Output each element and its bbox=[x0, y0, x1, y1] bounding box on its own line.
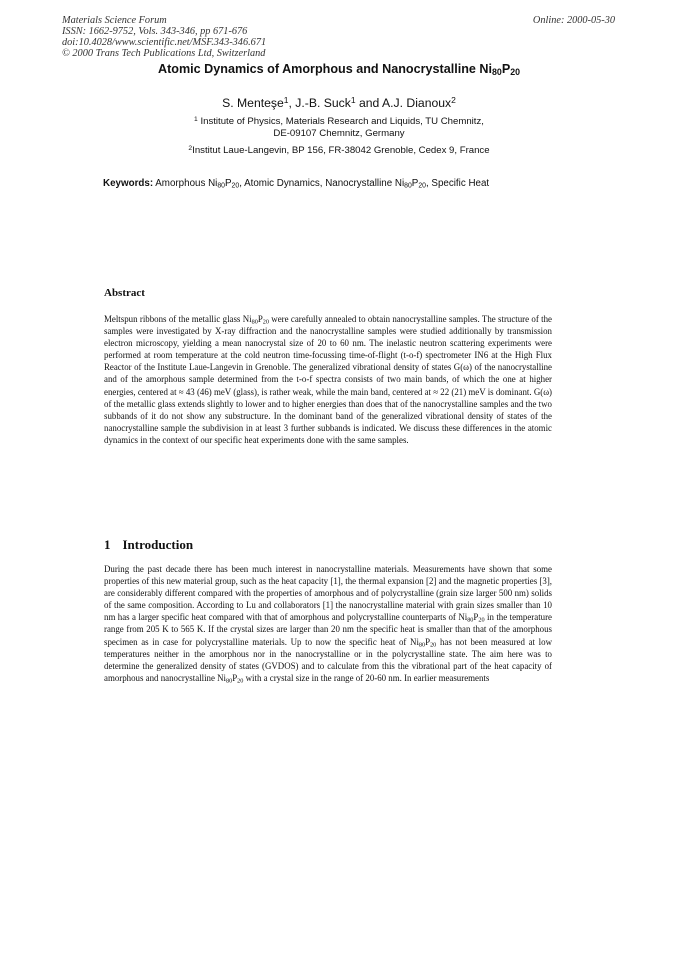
keywords-label: Keywords: bbox=[103, 178, 154, 189]
introduction-body: During the past decade there has been much interest in nanocrystalline materials. Measurements have shown that some properties of this new material group, such as the heat capacity [1], the thermal expansion [2] and the magnetic properties [3], are considerably different compared with the properties of amorphous and of polycrystalline (grain size larger 500 nm) solids of the same composition. According to Lu and collaborators [1] the nanocrystalline material with grain sizes smaller than 10 nm has a larger specific heat compared with that of amorphous and polycrystalline counterparts of $Ni_{80}P_{20}$ in the temperature range from 205 K to 565 K. If the crystal sizes are larger than 20 nm the specific heat is smaller than that of the amorphous specimen as in case for polycrystalline materials. Up to now the specific heat of $Ni_{80}P_{20}$ has not been measured at low temperatures neither in the amorphous nor in the nanocrystalline or in the polycrystalline state. The aim here was to determine the generalized density of states (GVDOS) and to calculate from this the vibrational part of the heat capacity of amorphous and nanocrystalline $Ni_{80}P_{20}$ with a crystal size in the range of 20-60 nm. In earlier measurements bbox=[104, 564, 552, 685]
keywords: Keywords: Amorphous $Ni_{80}P_{20}$, Atomic Dynamics, Nanocrystalline $Ni_{80}P_{20}$, Specific Heat bbox=[103, 178, 490, 190]
paper-title: Atomic Dynamics of Amorphous and Nanocrystalline $Ni_{80}P_{20}$ bbox=[157, 62, 521, 78]
author-list: S. Menteşe$^1$, J.-B. Suck$^1$ and A.J. Dianoux$^2$ bbox=[222, 95, 456, 110]
affiliation-1: $^1$ Institute of Physics, Materials Research and Liquids, TU Chemnitz, DE-09107 Chemnitz, Germany bbox=[194, 115, 484, 139]
affiliation-2: $^2$Institut Laue-Langevin, BP 156, FR-38042 Grenoble, Cedex 9, France bbox=[188, 144, 490, 156]
copyright-line: © 2000 Trans Tech Publications Ltd, Switzerland bbox=[62, 48, 266, 59]
title-text: Atomic Dynamics of Amorphous and Nanocrystalline Ni bbox=[157, 62, 492, 76]
journal-name: Materials Science Forum bbox=[62, 15, 167, 26]
issn-line: ISSN: 1662-9752, Vols. 343-346, pp 671-676 bbox=[62, 26, 248, 37]
abstract-body: Meltspun ribbons of the metallic glass $Ni_{80}P_{20}$ were carefully annealed to obtain nanocrystalline samples. The structure of the samples were investigated by X-ray diffraction and the nanocrystalline samples were studied additionally by transmission electron microscopy, yielding a mean nanocrystal size of 20 to 60 nm. The inelastic neutron scattering experiments were performed at room temperature at the cold neutron time-focussing time-of-flight (t-o-f) spectrometer IN6 at the High Flux Reactor of the Institute Laue-Langevin in Grenoble. The generalized vibrational density of states G(ω) of the nanocrystalline and of the amorphous sample determined from the t-o-f spectra consists of two main bands, of which the one at higher energies, centered at ≈ 43 (46) meV (glass), is rather weak, while the main band, centered at ≈ 22 (21) meV is dominant. G(ω) of the metallic glass extends slightly to lower and to higher energies than does that of the nanocrystalline samples and the two subbands of it do not show any substructure. In the dominant band of the generalized vibrational density of states of the nanocrystalline sample the subdivision in at least 3 further subbands is indicated. We discuss these differences in the atomic dynamics in the context of our specific heat experiments done with the same samples. bbox=[104, 314, 552, 445]
section-number: 1 bbox=[104, 537, 111, 552]
journal-meta bbox=[62, 15, 266, 59]
abstract-heading: Abstract bbox=[104, 287, 145, 299]
online-date: Online: 2000-05-30 bbox=[532, 15, 615, 26]
doi-line: doi:10.4028/www.scientific.net/MSF.343-346.671 bbox=[62, 37, 267, 48]
introduction-heading: 1 Introduction bbox=[104, 537, 194, 552]
